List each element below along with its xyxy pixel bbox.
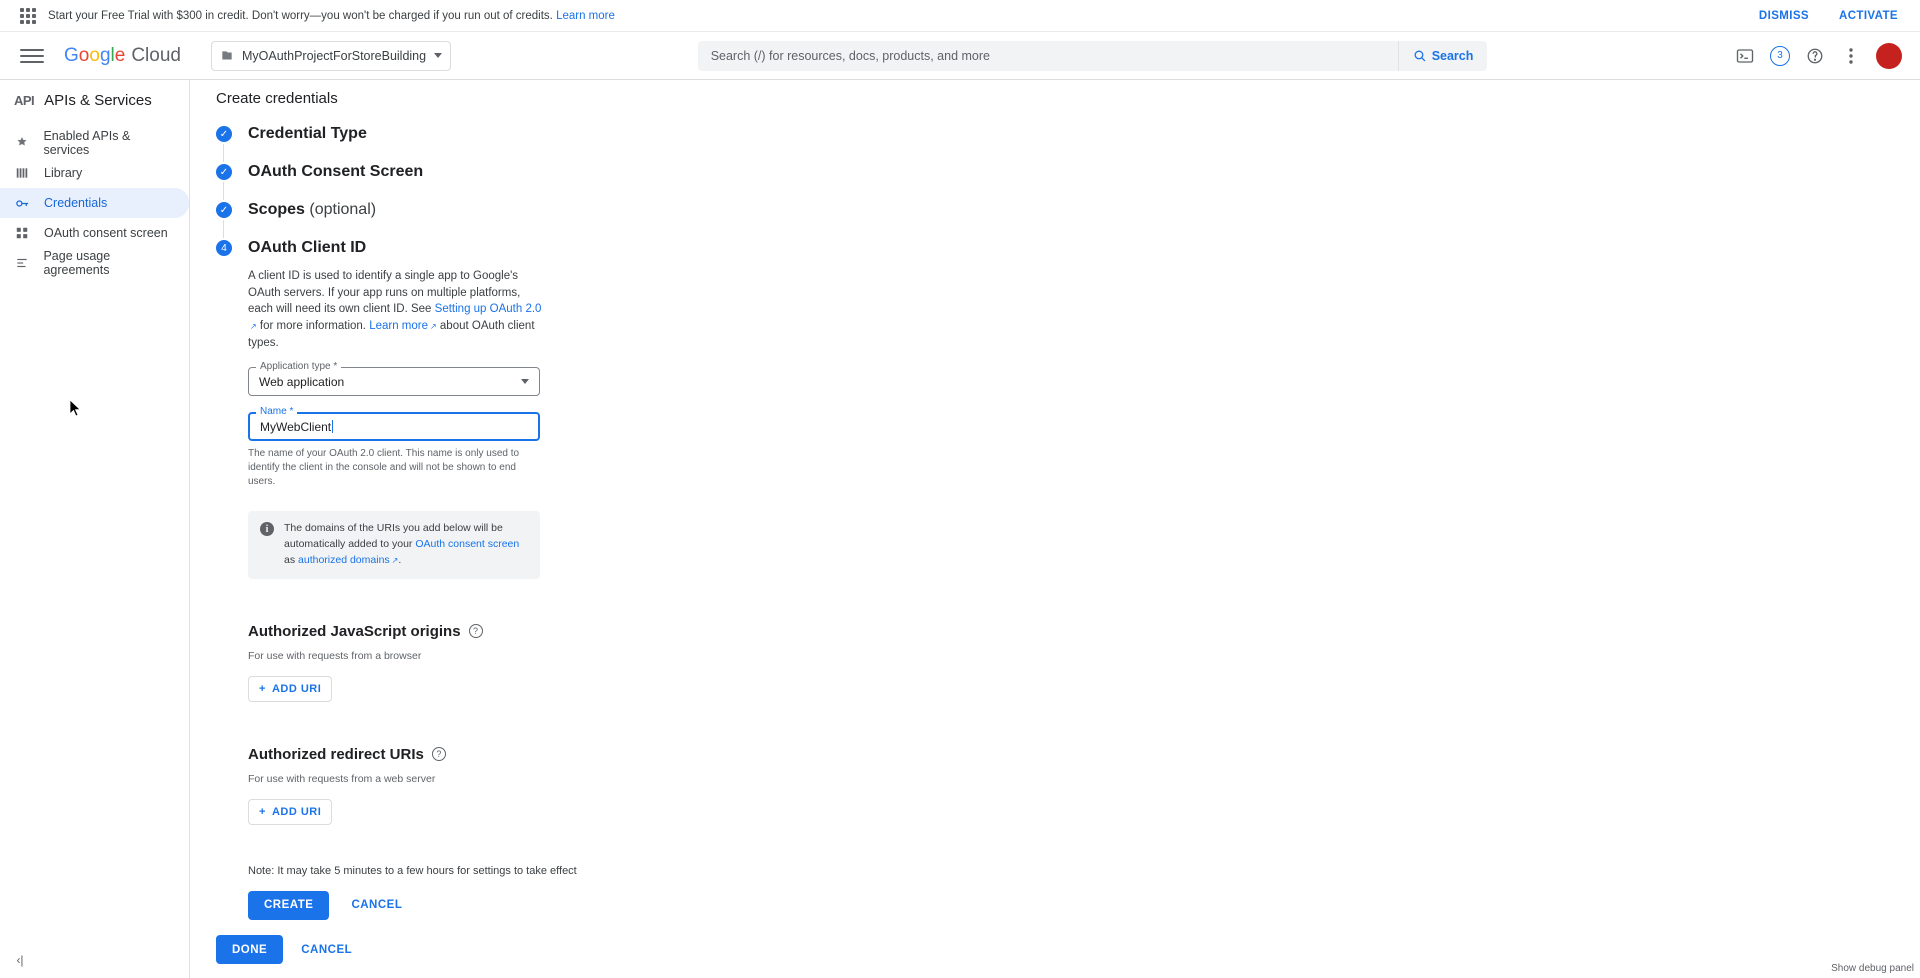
client-id-description — [248, 268, 548, 351]
sidebar-item-credentials[interactable] — [0, 188, 189, 218]
domains-info-box — [248, 511, 540, 578]
logo-letter-o2: o — [89, 44, 100, 66]
client-id-desc-part1: A client ID is used to identify a single app to Google's OAuth servers. If your app runs on multiple platforms, each will need its own client ID. See — [248, 270, 521, 316]
info-icon: i — [260, 522, 274, 536]
info-text-end: . — [398, 553, 402, 566]
step-action-buttons — [248, 891, 1894, 920]
help-icon[interactable]: ? — [469, 624, 483, 638]
step-connector — [223, 144, 224, 162]
js-origins-heading: Authorized JavaScript origins — [248, 622, 461, 640]
add-js-origin-uri-button[interactable] — [248, 676, 332, 702]
notifications-badge[interactable]: 3 — [1770, 46, 1790, 66]
free-trial-banner — [0, 0, 1920, 32]
create-button[interactable]: CREATE — [248, 891, 329, 920]
logo-letter-o1: o — [78, 44, 90, 66]
add-uri-label: ADD URI — [271, 682, 322, 695]
trial-banner-message: Start your Free Trial with $300 in credit. Don't worry—you won't be charged if you run out of credits. — [48, 9, 553, 22]
application-type-label: Application type * — [256, 361, 341, 372]
credentials-key-icon — [14, 195, 30, 211]
search-icon — [1413, 49, 1426, 62]
step-credential-type[interactable] — [216, 124, 1894, 144]
logo-cloud-text: Cloud — [131, 44, 181, 66]
sidebar-item-oauth-consent[interactable] — [0, 218, 189, 248]
application-type-value: Web application — [259, 374, 345, 389]
cancel-step-button[interactable]: CANCEL — [343, 891, 410, 920]
help-icon[interactable]: ? — [432, 747, 446, 761]
oauth-consent-screen-link[interactable]: OAuth consent screen — [415, 538, 520, 551]
js-origins-subtitle: For use with requests from a browser — [248, 649, 422, 662]
client-name-label: Name * — [256, 406, 297, 417]
project-name: MyOAuthProjectForStoreBuilding — [241, 48, 427, 63]
chevron-down-icon — [434, 53, 442, 58]
step-3-optional: (optional) — [304, 201, 377, 218]
show-debug-panel-link[interactable]: Show debug panel — [1831, 963, 1914, 974]
settings-effect-note: Note: It may take 5 minutes to a few hours for settings to take effect — [248, 864, 577, 877]
sidebar-item-label: OAuth consent screen — [44, 226, 168, 240]
logo-letter-l: l — [110, 44, 115, 66]
step-4-title: OAuth Client ID — [248, 239, 367, 256]
step-oauth-client-id — [216, 238, 1894, 920]
more-options-icon[interactable] — [1840, 45, 1862, 67]
sidebar-nav-list — [0, 128, 189, 278]
step-3-marker: ✓ — [216, 202, 232, 218]
step-3-label: Scopes — [248, 201, 305, 218]
page-body — [0, 80, 1920, 978]
step-connector — [223, 220, 224, 238]
library-icon — [14, 165, 30, 181]
account-avatar[interactable] — [1876, 43, 1902, 69]
google-cloud-logo[interactable] — [64, 45, 181, 67]
text-cursor — [332, 420, 333, 433]
step-oauth-consent-screen[interactable] — [216, 162, 1894, 182]
trial-learn-more-link[interactable]: Learn more — [556, 9, 615, 22]
main-content — [190, 80, 1920, 978]
collapse-sidebar-icon[interactable]: ‹| — [16, 953, 24, 967]
sidebar-header — [0, 80, 189, 120]
redirect-uris-heading: Authorized redirect URIs — [248, 745, 424, 763]
sidebar-item-label: Page usage agreements — [43, 249, 111, 277]
trial-banner-text — [48, 10, 615, 22]
plus-icon: + — [259, 805, 266, 818]
create-credentials-wizard — [190, 118, 1920, 972]
top-icon-group — [1734, 43, 1908, 69]
cancel-button[interactable]: CANCEL — [293, 935, 360, 964]
step-connector — [223, 182, 224, 200]
wizard-footer — [190, 927, 1920, 978]
learn-more-link[interactable]: Learn more ↗ — [369, 320, 437, 332]
sidebar-item-label: Credentials — [44, 196, 108, 210]
sidebar-item-enabled-apis[interactable] — [0, 128, 189, 158]
page-usage-icon — [14, 255, 29, 271]
add-uri-label: ADD URI — [271, 805, 322, 818]
sidebar-item-label: Library — [44, 166, 83, 180]
plus-icon: + — [259, 682, 266, 695]
menu-hamburger-icon[interactable] — [20, 44, 44, 68]
step-4-marker: 4 — [216, 240, 232, 256]
sidebar-item-page-usage[interactable] — [0, 248, 189, 278]
client-name-field — [248, 406, 540, 441]
enabled-apis-icon — [14, 135, 29, 151]
search-button-label: Search — [1431, 48, 1474, 63]
application-type-field — [248, 361, 540, 396]
project-selector[interactable] — [211, 41, 451, 71]
chevron-down-icon — [521, 379, 529, 384]
search-input[interactable] — [698, 41, 1398, 71]
project-icon — [220, 49, 234, 63]
info-text-part1: The domains of the URIs you add below will be automatically added to your — [284, 522, 503, 551]
client-id-desc-part2: for more information. — [256, 320, 370, 333]
step-1-title: Credential Type — [248, 125, 367, 142]
sidebar-item-label: Enabled APIs & services — [43, 129, 131, 157]
search-area — [461, 41, 1724, 71]
sidebar-item-library[interactable] — [0, 158, 189, 188]
help-icon[interactable] — [1804, 45, 1826, 67]
activate-button[interactable]: ACTIVATE — [1829, 4, 1908, 28]
step-1-marker: ✓ — [216, 126, 232, 142]
search-placeholder-text: Search (/) for resources, docs, products, and more — [710, 48, 990, 63]
logo-letter-g: G — [64, 44, 79, 66]
done-button[interactable]: DONE — [216, 935, 283, 964]
logo-letter-g2: g — [99, 44, 111, 66]
dismiss-button[interactable]: DISMISS — [1749, 4, 1819, 28]
step-2-title: OAuth Consent Screen — [248, 163, 424, 180]
api-logo-icon: API — [14, 92, 35, 108]
authorized-domains-link[interactable]: authorized domains ↗ — [298, 554, 398, 566]
apps-grid-icon[interactable] — [18, 6, 38, 26]
search-button[interactable] — [1398, 41, 1488, 71]
redirect-uris-subtitle: For use with requests from a web server — [248, 772, 436, 785]
client-name-help-text: The name of your OAuth 2.0 client. This name is only used to identify the client in the console and will not be shown to end users. — [248, 448, 520, 488]
step-2-marker: ✓ — [216, 164, 232, 180]
add-redirect-uri-button[interactable] — [248, 799, 332, 825]
page-title: Create credentials — [216, 90, 338, 107]
consent-screen-icon — [14, 225, 30, 241]
setting-up-oauth-link[interactable]: Setting up OAuth 2.0 ↗ — [248, 303, 541, 332]
info-text-mid: as — [284, 553, 299, 566]
redirect-uris-title — [248, 746, 1894, 763]
cloud-shell-icon[interactable] — [1734, 45, 1756, 67]
sidebar-title: APIs & Services — [44, 91, 152, 109]
sidebar — [0, 80, 190, 978]
client-name-value: MyWebClient — [260, 419, 332, 434]
step-scopes[interactable] — [216, 200, 1894, 220]
logo-letter-e: e — [114, 44, 126, 66]
js-origins-title — [248, 623, 1894, 640]
step-3-title — [248, 200, 1894, 220]
domains-info-text — [284, 521, 528, 568]
top-navigation-bar — [0, 32, 1920, 80]
client-id-desc-part3: about OAuth client types. — [248, 320, 535, 349]
